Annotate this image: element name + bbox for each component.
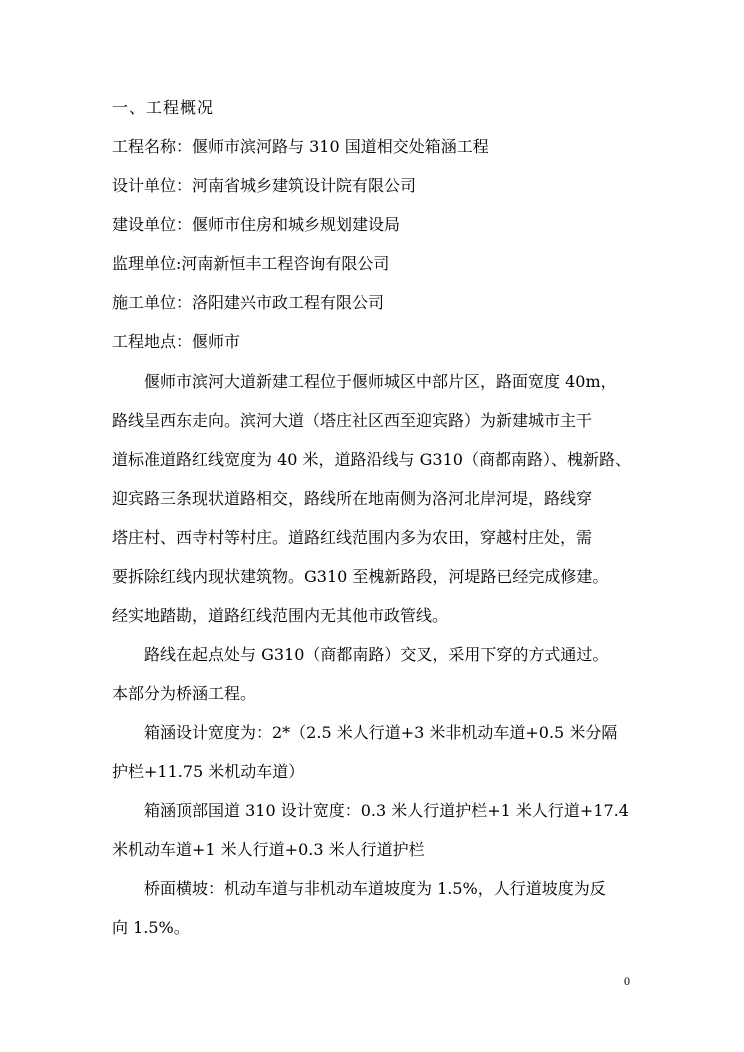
page-number: 0 [624, 974, 630, 988]
paragraph-1-line-1: 偃师市滨河大道新建工程位于偃师城区中部片区，路面宽度 40m， [144, 372, 617, 391]
info-project-location: 工程地点：偃师市 [112, 332, 241, 351]
paragraph-1-line-7: 经实地踏勘，道路红线范围内无其他市政管线。 [112, 606, 449, 625]
paragraph-3-line-1: 箱涵设计宽度为：2*（2.5 米人行道+3 米非机动车道+0.5 米分隔 [144, 723, 618, 742]
paragraph-2-line-1: 路线在起点处与 G310（商都南路）交叉，采用下穿的方式通过。 [144, 645, 609, 664]
paragraph-5-line-2: 向 1.5%。 [112, 918, 190, 937]
info-construction-owner: 建设单位：偃师市住房和城乡规划建设局 [112, 215, 401, 234]
paragraph-3-line-2: 护栏+11.75 米机动车道） [112, 762, 305, 781]
info-contractor: 施工单位：洛阳建兴市政工程有限公司 [112, 293, 385, 312]
paragraph-1-line-6: 要拆除红线内现状建筑物。G310 至槐新路段，河堤路已经完成修建。 [112, 567, 609, 586]
info-design-unit: 设计单位：河南省城乡建筑设计院有限公司 [112, 176, 417, 195]
paragraph-2-line-2: 本部分为桥涵工程。 [112, 684, 257, 703]
paragraph-4-line-2: 米机动车道+1 米人行道+0.3 米人行道护栏 [112, 840, 425, 859]
info-supervision-unit: 监理单位:河南新恒丰工程咨询有限公司 [112, 254, 390, 273]
info-project-name: 工程名称：偃师市滨河路与 310 国道相交处箱涵工程 [112, 137, 489, 156]
section-title: 一、工程概况 [112, 98, 215, 117]
paragraph-1-line-3: 道标准道路红线宽度为 40 米，道路沿线与 G310（商都南路）、槐新路、 [112, 450, 631, 469]
paragraph-5-line-1: 桥面横坡：机动车道与非机动车道坡度为 1.5%，人行道坡度为反 [144, 879, 606, 898]
paragraph-1-line-2: 路线呈西东走向。滨河大道（塔庄社区西至迎宾路）为新建城市主干 [112, 411, 593, 430]
paragraph-1-line-5: 塔庄村、西寺村等村庄。道路红线范围内多为农田，穿越村庄处，需 [112, 528, 593, 547]
paragraph-4-line-1: 箱涵顶部国道 310 设计宽度：0.3 米人行道护栏+1 米人行道+17.4 [144, 801, 629, 820]
paragraph-1-line-4: 迎宾路三条现状道路相交，路线所在地南侧为洛河北岸河堤，路线穿 [112, 489, 593, 508]
